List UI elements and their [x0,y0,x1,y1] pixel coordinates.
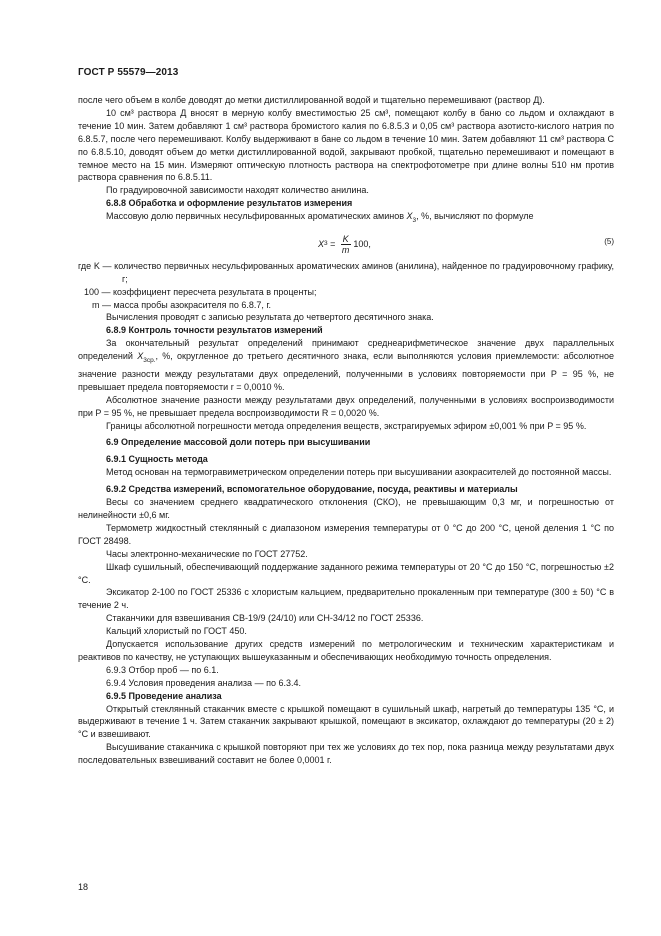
definition-k: где K — количество первичных несульфированных ароматических аминов (анилина), найденное по градуировочному графику, г; [78,260,614,284]
paragraph: Границы абсолютной погрешности метода определения веществ, экстрагируемых эфиром ±0,001 % при P = 95 %. [106,420,587,431]
definition-m: m — масса пробы азокрасителя по 6.8.7, г. [92,299,272,310]
paragraph: 6.9.3 Отбор проб — по 6.1. [106,664,219,675]
formula-fraction: $\frac{K}{m}$ [341,233,350,255]
section-heading-6-8-9: 6.8.9 Контроль точности результатов измерений [106,325,323,336]
paragraph: Эксикатор 2-100 по ГОСТ 25336 с хлористым кальцием, предварительно прокаленным при температуре (300 ± 50) °С в течение 2 ч. [78,587,614,611]
formula-number: (5) [604,236,614,246]
paragraph: По градуировочной зависимости находят количество анилина. [106,185,369,196]
formula-5: X 3 = $\frac{K}{m}$ 100, (5) [318,233,614,255]
section-heading-6-9-2: 6.9.2 Средства измерений, вспомогательное оборудование, посуда, реактивы и материалы [106,484,518,495]
paragraph: Метод основан на термогравиметрическом определении потерь при высушивании азокрасителей до постоянной массы. [106,467,612,478]
document-header: ГОСТ Р 55579—2013 [78,67,179,78]
section-heading-6-9-5: 6.9.5 Проведение анализа [106,690,222,701]
formula-tail: 100, [353,238,371,249]
paragraph: Вычисления проводят с записью результата до четвертого десятичного знака. [106,312,434,323]
formula-lhs: X [318,238,325,249]
paragraph: Открытый стеклянный стаканчик вместе с крышкой помещают в сушильный шкаф, нагретый до температуры 135 °С, и выдерживают в течение 1 ч. Затем стаканчик закрывают крышкой, помещают в эксикатор, охлаждают до температуры (20 ± 2) °С и взвешивают. [78,703,614,740]
paragraph: За окончательный результат определений принимают среднеарифметическое значение двух параллельных определений $X_{3ср.}$, %, округленное до третьего десятичного знака, если выполняются условия приемлемости: абсолютное значение разности между результатами двух определений, полученными в условиях повторяемости при P = 95 %, не превышает предела повторяемости r = 0,0010 %. [78,338,614,392]
page-content [78,94,614,767]
page-number: 18 [78,882,89,892]
paragraph: 10 см³ раствора Д вносят в мерную колбу вместимостью 25 см³, помещают колбу в баню со льдом и охлаждают в течение 10 мин. Затем добавляют 1 см³ раствора бромистого калия по 6.8.5.3 и 0,05 см³ раствора азотисто-кислого натрия по 6.8.5.7, после чего перемешивают. Колбу выдерживают в бане со льдом в течение 10 мин. Затем добавляют 11 см³ раствора С по 6.8.5.10, доводят объем до метки дистиллированной водой, закрывают пробкой, тщательно перемешивают и помещают в темное место на 15 мин. Измеряют оптическую плотность раствора на спектрофотометре при длине волны 510 нм против раствора сравнения по 6.8.5.11. [78,107,614,183]
formula-eq: = [327,238,338,249]
paragraph: Термометр жидкостный стеклянный с диапазоном измерения температуры от 0 °С до 200 °С, ценой деления 1 °С по ГОСТ 28498. [78,522,614,546]
paragraph: Высушивание стаканчика с крышкой повторяют при тех же условиях до тех пор, пока разница между результатами двух последовательных взвешиваний составит не более 0,0001 г. [78,742,614,766]
paragraph: Стаканчики для взвешивания СВ-19/9 (24/10) или СН-34/12 по ГОСТ 25336. [106,613,424,624]
paragraph: 6.9.4 Условия проведения анализа — по 6.3.4. [106,677,301,688]
section-heading-6-8-8: 6.8.8 Обработка и оформление результатов измерения [106,198,353,209]
paragraph: Шкаф сушильный, обеспечивающий поддержание заданного режима температуры от 20 °С до 150 °С, погрешностью ±2 °С. [78,561,614,585]
section-heading-6-9: 6.9 Определение массовой доли потерь при высушивании [106,437,371,448]
paragraph: Допускается использование других средств измерений по метрологическим и техническим характеристикам и реактивов по качеству, не уступающих вышеуказанным и обеспечивающих необходимую точность определения. [78,639,614,662]
paragraph: Массовую долю первичных несульфированных ароматических аминов $X_3$, %, вычисляют по формуле [106,211,534,224]
section-heading-6-9-1: 6.9.1 Сущность метода [106,454,208,465]
definition-100: 100 — коэффициент пересчета результата в проценты; [84,286,317,297]
paragraph: Кальций хлористый по ГОСТ 450. [106,626,247,637]
paragraph: Абсолютное значение разности между результатами двух определений, полученными в условиях воспроизводимости при P = 95 %, не превышает предела воспроизводимости R = 0,0020 %. [78,394,614,418]
paragraph: после чего объем в колбе доводят до метки дистиллированной водой и тщательно перемешивают (раствор Д). [78,95,545,105]
paragraph: Часы электронно-механические по ГОСТ 27752. [106,548,308,559]
paragraph: Весы со значением среднего квадратического отклонения (СКО), не превышающим 0,3 мг, и погрешностью от нелинейности ±0,6 мг. [78,497,614,520]
